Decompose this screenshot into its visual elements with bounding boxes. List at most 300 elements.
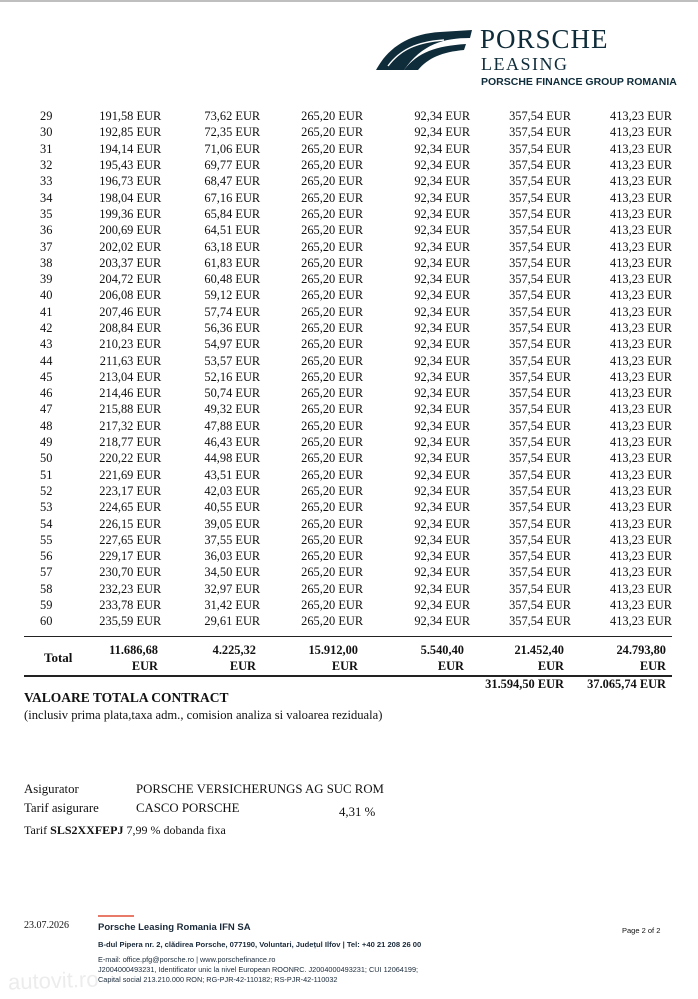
table-cell: 71,06 EUR <box>204 141 261 156</box>
insurance-tariff-rate: 4,31 % <box>339 805 376 819</box>
table-cell: 59,12 EUR <box>204 288 261 303</box>
table-row <box>24 418 672 434</box>
page-number: Page 2 of 2 <box>622 926 661 935</box>
table-row <box>24 369 672 385</box>
table-row <box>24 173 672 189</box>
table-cell: 413,23 EUR <box>610 549 672 564</box>
table-cell: 220,22 EUR <box>99 451 162 466</box>
brand-group: PORSCHE FINANCE GROUP ROMANIA <box>481 76 677 88</box>
table-cell: 204,72 EUR <box>99 272 162 287</box>
table-cell: 230,70 EUR <box>99 565 162 580</box>
table-cell: 413,23 EUR <box>610 532 672 547</box>
table-cell: 357,54 EUR <box>509 304 572 319</box>
table-cell: 92,34 EUR <box>414 516 471 531</box>
table-cell: 413,23 EUR <box>610 321 672 335</box>
footer-company-info <box>98 922 421 984</box>
table-cell: 92,34 EUR <box>414 467 471 482</box>
table-cell: 92,34 EUR <box>414 206 471 221</box>
table-cell: 413,23 EUR <box>610 174 672 189</box>
table-row <box>24 467 672 483</box>
table-cell: 43,51 EUR <box>204 467 261 482</box>
table-cell: 92,34 EUR <box>414 141 471 156</box>
table-cell: 357,54 EUR <box>509 337 572 352</box>
table-cell: 92,34 EUR <box>414 239 471 254</box>
table-cell: 357,54 EUR <box>509 451 572 466</box>
table-row <box>24 255 672 271</box>
table-cell: 265,20 EUR <box>301 353 364 368</box>
table-row <box>24 320 672 336</box>
table-cell: 265,20 EUR <box>301 614 364 629</box>
table-cell: 92,34 EUR <box>414 483 471 498</box>
table-row <box>24 336 672 352</box>
table-cell: 357,54 EUR <box>509 206 572 221</box>
table-cell: 413,23 EUR <box>610 272 672 287</box>
table-cell: 413,23 EUR <box>610 369 672 384</box>
table-cell: 92,34 EUR <box>414 158 471 173</box>
total-value: 21.452,40 <box>514 643 564 657</box>
table-cell: 32,97 EUR <box>204 581 261 596</box>
table-cell: 357,54 EUR <box>509 565 572 580</box>
table-row <box>24 564 672 580</box>
installment-number: 35 <box>40 206 53 221</box>
top-border-line <box>0 0 698 2</box>
table-cell: 413,23 EUR <box>610 288 672 303</box>
table-cell: 73,62 EUR <box>204 109 261 124</box>
table-cell: 52,16 EUR <box>204 369 261 384</box>
installment-number: 44 <box>40 353 53 368</box>
table-cell: 357,54 EUR <box>509 369 572 384</box>
table-row <box>24 189 672 205</box>
porsche-leasing-logo <box>374 24 684 94</box>
table-cell: 413,23 EUR <box>610 223 672 238</box>
payment-schedule-table <box>24 108 672 630</box>
table-cell: 265,20 EUR <box>301 532 364 547</box>
total-currency: EUR <box>331 659 358 673</box>
table-cell: 265,20 EUR <box>301 418 364 433</box>
installment-number: 59 <box>40 598 53 613</box>
table-cell: 413,23 EUR <box>610 158 672 173</box>
table-cell: 265,20 EUR <box>301 500 364 515</box>
table-cell: 265,20 EUR <box>301 467 364 482</box>
table-cell: 46,43 EUR <box>204 435 261 450</box>
installment-number: 46 <box>40 386 53 401</box>
schedule-body <box>24 108 672 630</box>
table-cell: 265,20 EUR <box>301 321 364 335</box>
table-cell: 37,55 EUR <box>204 532 261 547</box>
table-cell: 65,84 EUR <box>204 206 261 221</box>
installment-number: 33 <box>40 174 53 189</box>
table-cell: 206,08 EUR <box>99 288 162 303</box>
table-cell: 92,34 EUR <box>414 386 471 401</box>
total-value: 11.686,68 <box>109 643 158 657</box>
table-row <box>24 206 672 222</box>
table-cell: 357,54 EUR <box>509 581 572 596</box>
table-row <box>24 352 672 368</box>
installment-number: 38 <box>40 255 53 270</box>
total-installment <box>294 642 358 674</box>
table-cell: 92,34 EUR <box>414 581 471 596</box>
installment-number: 55 <box>40 532 53 547</box>
installment-number: 52 <box>40 483 53 498</box>
table-cell: 92,34 EUR <box>414 369 471 384</box>
table-row <box>24 499 672 515</box>
installment-number: 58 <box>40 581 53 596</box>
table-cell: 413,23 EUR <box>610 467 672 482</box>
installment-number: 29 <box>40 109 53 124</box>
company-contact: E-mail: office.pfg@porsche.ro | www.porschefinance.ro <box>98 955 276 964</box>
table-cell: 194,14 EUR <box>99 141 162 156</box>
rate-code: SLS2XXFEPJ <box>50 823 124 837</box>
table-cell: 211,63 EUR <box>99 353 162 368</box>
table-cell: 92,34 EUR <box>414 109 471 124</box>
table-cell: 265,20 EUR <box>301 435 364 450</box>
total-interest <box>192 642 256 674</box>
table-cell: 92,34 EUR <box>414 402 471 417</box>
table-cell: 265,20 EUR <box>301 304 364 319</box>
contract-total-value-insured: 37.065,74 EUR <box>587 677 666 691</box>
table-cell: 224,65 EUR <box>99 500 162 515</box>
table-row <box>24 271 672 287</box>
table-cell: 413,23 EUR <box>610 435 672 450</box>
installment-number: 53 <box>40 500 53 515</box>
table-cell: 207,46 EUR <box>99 304 162 319</box>
total-value: 15.912,00 <box>308 643 358 657</box>
table-cell: 92,34 EUR <box>414 190 471 205</box>
total-currency: EUR <box>639 659 666 673</box>
installment-number: 39 <box>40 272 53 287</box>
table-cell: 92,34 EUR <box>414 288 471 303</box>
table-cell: 413,23 EUR <box>610 337 672 352</box>
table-row <box>24 287 672 303</box>
table-row <box>24 450 672 466</box>
table-cell: 357,54 EUR <box>509 223 572 238</box>
table-row <box>24 238 672 254</box>
table-cell: 265,20 EUR <box>301 272 364 287</box>
table-row <box>24 157 672 173</box>
table-row <box>24 141 672 157</box>
brand-name: PORSCHE <box>480 24 609 54</box>
table-cell: 357,54 EUR <box>509 321 572 335</box>
table-cell: 64,51 EUR <box>204 223 261 238</box>
table-cell: 208,84 EUR <box>99 321 162 335</box>
insurance-tariff-label: Tarif asigurare <box>24 801 99 815</box>
table-cell: 357,54 EUR <box>509 288 572 303</box>
table-cell: 235,59 EUR <box>99 614 162 629</box>
table-cell: 60,48 EUR <box>204 272 261 287</box>
table-cell: 413,23 EUR <box>610 500 672 515</box>
installment-number: 60 <box>40 614 53 629</box>
installment-number: 37 <box>40 239 53 254</box>
table-cell: 203,37 EUR <box>99 255 162 270</box>
total-value: 4.225,32 <box>212 643 256 657</box>
installment-number: 54 <box>40 516 53 531</box>
brand-subtitle: LEASING <box>481 54 569 74</box>
table-cell: 192,85 EUR <box>99 125 162 140</box>
table-cell: 357,54 EUR <box>509 141 572 156</box>
table-row <box>24 222 672 238</box>
table-cell: 40,55 EUR <box>204 500 261 515</box>
rate-text: 7,99 % dobanda fixa <box>126 823 226 837</box>
table-cell: 413,23 EUR <box>610 565 672 580</box>
interest-rate-line <box>24 823 226 838</box>
total-currency: EUR <box>537 659 564 673</box>
table-cell: 357,54 EUR <box>509 435 572 450</box>
table-cell: 357,54 EUR <box>509 467 572 482</box>
table-cell: 357,54 EUR <box>509 158 572 173</box>
table-cell: 265,20 EUR <box>301 141 364 156</box>
company-capital: Capital social 213.210.000 RON; RG-PJR-42-110182; RS-PJR-42-110032 <box>98 975 338 984</box>
table-cell: 265,20 EUR <box>301 565 364 580</box>
total-label: Total <box>44 650 73 665</box>
table-cell: 265,20 EUR <box>301 239 364 254</box>
installment-number: 49 <box>40 435 53 450</box>
table-row <box>24 124 672 140</box>
installment-number: 43 <box>40 337 53 352</box>
table-cell: 357,54 EUR <box>509 125 572 140</box>
installment-number: 41 <box>40 304 53 319</box>
insurance-tariff-value: CASCO PORSCHE <box>136 801 240 815</box>
table-cell: 265,20 EUR <box>301 288 364 303</box>
table-cell: 413,23 EUR <box>610 206 672 221</box>
table-cell: 357,54 EUR <box>509 386 572 401</box>
table-cell: 413,23 EUR <box>610 353 672 368</box>
table-cell: 199,36 EUR <box>99 206 162 221</box>
table-cell: 69,77 EUR <box>204 158 261 173</box>
table-cell: 92,34 EUR <box>414 435 471 450</box>
installment-number: 42 <box>40 321 53 335</box>
table-cell: 265,20 EUR <box>301 402 364 417</box>
table-cell: 265,20 EUR <box>301 549 364 564</box>
table-cell: 413,23 EUR <box>610 190 672 205</box>
table-row <box>24 515 672 531</box>
road-swoosh-icon <box>374 28 474 72</box>
table-cell: 39,05 EUR <box>204 516 261 531</box>
table-row <box>24 304 672 320</box>
table-cell: 67,16 EUR <box>204 190 261 205</box>
table-cell: 413,23 EUR <box>610 516 672 531</box>
table-cell: 357,54 EUR <box>509 239 572 254</box>
table-cell: 49,32 EUR <box>204 402 261 417</box>
table-cell: 63,18 EUR <box>204 239 261 254</box>
installment-number: 50 <box>40 451 53 466</box>
total-with-insurance <box>600 642 666 674</box>
table-cell: 357,54 EUR <box>509 418 572 433</box>
installment-number: 47 <box>40 402 53 417</box>
installment-number: 51 <box>40 467 53 482</box>
table-row <box>24 434 672 450</box>
table-row <box>24 108 672 124</box>
total-currency: EUR <box>437 659 464 673</box>
table-cell: 210,23 EUR <box>99 337 162 352</box>
total-with-vat <box>500 642 564 674</box>
table-cell: 357,54 EUR <box>509 549 572 564</box>
table-cell: 92,34 EUR <box>414 255 471 270</box>
table-row <box>24 597 672 613</box>
total-currency: EUR <box>131 659 158 673</box>
watermark: autovit.ro <box>7 966 99 995</box>
table-cell: 265,20 EUR <box>301 598 364 613</box>
table-cell: 265,20 EUR <box>301 483 364 498</box>
table-cell: 265,20 EUR <box>301 581 364 596</box>
table-cell: 227,65 EUR <box>99 532 162 547</box>
table-cell: 265,20 EUR <box>301 337 364 352</box>
contract-total-note: (inclusiv prima plata,taxa adm., comision analiza si valoarea reziduala) <box>24 708 383 722</box>
table-cell: 265,20 EUR <box>301 386 364 401</box>
table-cell: 357,54 EUR <box>509 402 572 417</box>
table-cell: 413,23 EUR <box>610 402 672 417</box>
table-cell: 61,83 EUR <box>204 255 261 270</box>
table-cell: 217,32 EUR <box>99 418 162 433</box>
table-row <box>24 401 672 417</box>
document-date: 23.07.2026 <box>24 920 69 931</box>
installment-number: 34 <box>40 190 53 205</box>
table-cell: 92,34 EUR <box>414 451 471 466</box>
installment-number: 56 <box>40 549 53 564</box>
table-cell: 357,54 EUR <box>509 109 572 124</box>
table-cell: 44,98 EUR <box>204 451 261 466</box>
installment-number: 40 <box>40 288 53 303</box>
installment-number: 45 <box>40 369 53 384</box>
table-cell: 50,74 EUR <box>204 386 261 401</box>
installment-number: 57 <box>40 565 53 580</box>
company-name: Porsche Leasing Romania IFN SA <box>98 922 251 933</box>
table-cell: 34,50 EUR <box>204 565 261 580</box>
table-cell: 214,46 EUR <box>99 386 162 401</box>
table-cell: 413,23 EUR <box>610 598 672 613</box>
table-cell: 92,34 EUR <box>414 272 471 287</box>
table-cell: 213,04 EUR <box>99 369 162 384</box>
table-cell: 232,23 EUR <box>99 581 162 596</box>
table-row <box>24 613 672 629</box>
installment-number: 36 <box>40 223 53 238</box>
table-cell: 92,34 EUR <box>414 304 471 319</box>
table-cell: 265,20 EUR <box>301 255 364 270</box>
table-cell: 265,20 EUR <box>301 190 364 205</box>
table-row <box>24 548 672 564</box>
table-cell: 72,35 EUR <box>204 125 261 140</box>
table-cell: 202,02 EUR <box>99 239 162 254</box>
table-cell: 357,54 EUR <box>509 516 572 531</box>
totals-top-rule <box>24 636 672 637</box>
table-cell: 413,23 EUR <box>610 125 672 140</box>
totals-section <box>24 636 672 692</box>
table-cell: 357,54 EUR <box>509 190 572 205</box>
table-cell: 36,03 EUR <box>204 549 261 564</box>
table-cell: 92,34 EUR <box>414 614 471 629</box>
table-cell: 357,54 EUR <box>509 598 572 613</box>
insurer-label: Asigurator <box>24 782 79 796</box>
table-cell: 92,34 EUR <box>414 598 471 613</box>
table-cell: 92,34 EUR <box>414 174 471 189</box>
table-cell: 198,04 EUR <box>99 190 162 205</box>
table-cell: 29,61 EUR <box>204 614 261 629</box>
table-row <box>24 483 672 499</box>
contract-total-title: VALOARE TOTALA CONTRACT <box>24 690 229 705</box>
table-cell: 92,34 EUR <box>414 500 471 515</box>
insurer-value: PORSCHE VERSICHERUNGS AG SUC ROM <box>136 782 384 796</box>
table-cell: 357,54 EUR <box>509 272 572 287</box>
table-cell: 92,34 EUR <box>414 321 471 335</box>
table-cell: 92,34 EUR <box>414 565 471 580</box>
table-row <box>24 532 672 548</box>
table-cell: 265,20 EUR <box>301 158 364 173</box>
table-cell: 215,88 EUR <box>99 402 162 417</box>
table-cell: 265,20 EUR <box>301 109 364 124</box>
table-cell: 31,42 EUR <box>204 598 261 613</box>
table-cell: 92,34 EUR <box>414 418 471 433</box>
table-cell: 229,17 EUR <box>99 549 162 564</box>
table-cell: 92,34 EUR <box>414 125 471 140</box>
footer-accent-line <box>98 915 134 917</box>
table-cell: 92,34 EUR <box>414 532 471 547</box>
table-cell: 265,20 EUR <box>301 369 364 384</box>
table-cell: 54,97 EUR <box>204 337 261 352</box>
table-cell: 196,73 EUR <box>99 174 162 189</box>
total-principal <box>94 642 158 674</box>
table-cell: 413,23 EUR <box>610 451 672 466</box>
table-cell: 265,20 EUR <box>301 451 364 466</box>
table-cell: 92,34 EUR <box>414 337 471 352</box>
table-cell: 92,34 EUR <box>414 223 471 238</box>
table-cell: 413,23 EUR <box>610 418 672 433</box>
table-row <box>24 581 672 597</box>
table-cell: 357,54 EUR <box>509 353 572 368</box>
table-cell: 57,74 EUR <box>204 304 261 319</box>
table-cell: 265,20 EUR <box>301 125 364 140</box>
table-cell: 226,15 EUR <box>99 516 162 531</box>
company-registration: J2004000493231, Identificator unic la nivel European ROONRC. J2004000493231; CUI 12064199; <box>98 965 419 974</box>
table-cell: 413,23 EUR <box>610 581 672 596</box>
installment-number: 30 <box>40 125 53 140</box>
installment-number: 31 <box>40 141 53 156</box>
table-cell: 413,23 EUR <box>610 239 672 254</box>
table-cell: 357,54 EUR <box>509 174 572 189</box>
table-cell: 265,20 EUR <box>301 516 364 531</box>
rate-prefix: Tarif <box>24 823 48 837</box>
table-cell: 233,78 EUR <box>99 598 162 613</box>
table-cell: 68,47 EUR <box>204 174 261 189</box>
table-cell: 413,23 EUR <box>610 614 672 629</box>
table-cell: 357,54 EUR <box>509 255 572 270</box>
table-cell: 56,36 EUR <box>204 321 261 335</box>
table-cell: 357,54 EUR <box>509 614 572 629</box>
table-cell: 357,54 EUR <box>509 483 572 498</box>
total-currency: EUR <box>229 659 256 673</box>
table-cell: 413,23 EUR <box>610 109 672 124</box>
table-cell: 265,20 EUR <box>301 223 364 238</box>
table-cell: 265,20 EUR <box>301 174 364 189</box>
table-row <box>24 385 672 401</box>
contract-total-value: 31.594,50 EUR <box>485 677 564 691</box>
table-cell: 200,69 EUR <box>99 223 162 238</box>
table-cell: 413,23 EUR <box>610 304 672 319</box>
table-cell: 47,88 EUR <box>204 418 261 433</box>
table-cell: 223,17 EUR <box>99 483 162 498</box>
table-cell: 42,03 EUR <box>204 483 261 498</box>
company-address: B-dul Pipera nr. 2, clădirea Porsche, 077190, Voluntari, Județul Ilfov | Tel: +40 21 208 26 00 <box>98 940 422 949</box>
installment-number: 48 <box>40 418 53 433</box>
table-cell: 413,23 EUR <box>610 386 672 401</box>
total-value: 5.540,40 <box>420 643 464 657</box>
table-cell: 92,34 EUR <box>414 353 471 368</box>
table-cell: 92,34 EUR <box>414 549 471 564</box>
table-cell: 195,43 EUR <box>99 158 162 173</box>
table-cell: 413,23 EUR <box>610 255 672 270</box>
table-cell: 221,69 EUR <box>99 467 162 482</box>
table-cell: 357,54 EUR <box>509 532 572 547</box>
table-cell: 191,58 EUR <box>99 109 162 124</box>
installment-number: 32 <box>40 158 53 173</box>
